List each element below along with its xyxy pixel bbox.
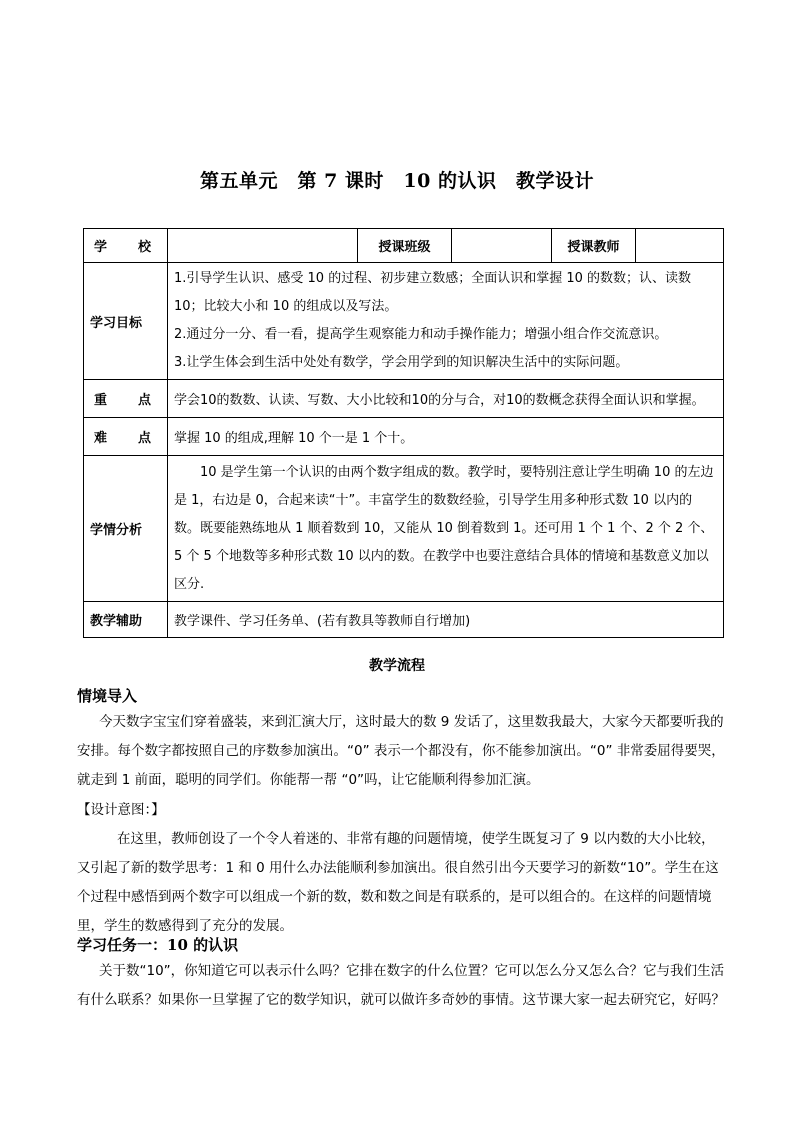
school-label-cell xyxy=(84,229,168,263)
teacher-label: 授课教师 xyxy=(552,229,636,263)
intro-section xyxy=(77,685,725,795)
school-label: 学 校 xyxy=(94,240,151,255)
teacher-value[interactable] xyxy=(636,229,724,263)
goals-label: 学习目标 xyxy=(84,263,168,380)
aids-label: 教学辅助 xyxy=(84,602,168,638)
goal-item: 1.引导学生认识、感受 10 的过程、初步建立数感；全面认识和掌握 10 的数数；认、读数 10；比较大小和 10 的组成以及写法。 xyxy=(174,271,692,314)
key-text: 学会10的数数、认读、写数、大小比较和10的分与合，对10的数概念获得全面认识和掌握。 xyxy=(168,380,724,418)
lesson-info-table xyxy=(83,228,724,638)
goal-item: 3.让学生体会到生活中处处有数学，学会用学到的知识解决生活中的实际问题。 xyxy=(174,355,629,370)
difficulty-text: 掌握 10 的组成,理解 10 个一是 1 个十。 xyxy=(168,418,724,456)
class-value[interactable] xyxy=(452,229,552,263)
difficulty-label: 难 点 xyxy=(94,431,151,446)
intro-text: 今天数字宝宝们穿着盛装，来到汇演大厅，这时最大的数 9 发话了，这里数我最大，大家今天都要听我的安排。每个数字都按照自己的序数参加演出。“0” 表示一个都没有，你不能参加演出。“0” 非常委屈得要哭，就走到 1 前面，聪明的同学们。你能帮一帮 “0”吗，让它能顺利得参加汇演。 xyxy=(77,714,725,788)
analysis-label: 学情分析 xyxy=(84,456,168,602)
task1-text: 关于数“10”，你知道它可以表示什么吗？它排在数字的什么位置？它可以怎么分又怎么合？它与我们生活有什么联系？如果你一旦掌握了它的数学知识，就可以做许多奇妙的事情。这节课大家一起去研究它，好吗？ xyxy=(77,963,725,1008)
analysis-text: 10 是学生第一个认识的由两个数字组成的数。教学时，要特别注意让学生明确 10 的左边是 1，右边是 0，合起来读“十”。丰富学生的数数经验，引导学生用多种形式数 10 以内的数。既要能熟练地从 1 顺着数到 10，又能从 10 倒着数到 1。还可用 1 个 1 个、2 个 2 个、5 个 5 个地数等多种形式数 10 以内的数。在教学中也要注意结合具体的情境和基数意义加以区分. xyxy=(168,456,724,602)
table-row xyxy=(84,263,724,380)
difficulty-label-cell xyxy=(84,418,168,456)
intent-section xyxy=(77,796,725,941)
goal-item: 2.通过分一分、看一看，提高学生观察能力和动手操作能力；增强小组合作交流意识。 xyxy=(174,327,668,342)
task1-section xyxy=(77,934,725,1015)
table-row xyxy=(84,602,724,638)
table-row xyxy=(84,418,724,456)
key-label: 重 点 xyxy=(94,393,151,408)
aids-text: 教学课件、学习任务单、(若有教具等教师自行增加) xyxy=(168,602,724,638)
intent-label: 【设计意图：】 xyxy=(77,802,165,818)
intro-heading: 情境导入 xyxy=(77,687,138,705)
table-row xyxy=(84,456,724,602)
table-row xyxy=(84,229,724,263)
task1-heading: 学习任务一：10 的认识 xyxy=(77,936,239,954)
flow-heading: 教学流程 xyxy=(369,658,425,674)
class-label: 授课班级 xyxy=(358,229,452,263)
intent-text: 在这里，教师创设了一个令人着迷的、非常有趣的问题情境，使学生既复习了 9 以内数的大小比较，又引起了新的数学思考：1 和 0 用什么办法能顺利参加演出。很自然引出今天要学习的新数“10”。学生在这个过程中感悟到两个数字可以组成一个新的数，数和数之间是有联系的，是可以组合的。在这样的问题情境里，学生的数感得到了充分的发展。 xyxy=(77,831,719,934)
document-title: 第五单元 第 7 课时 10 的认识 教学设计 xyxy=(199,170,594,192)
key-label-cell xyxy=(84,380,168,418)
school-value[interactable] xyxy=(168,229,358,263)
goals-cell xyxy=(168,263,724,380)
table-row xyxy=(84,380,724,418)
